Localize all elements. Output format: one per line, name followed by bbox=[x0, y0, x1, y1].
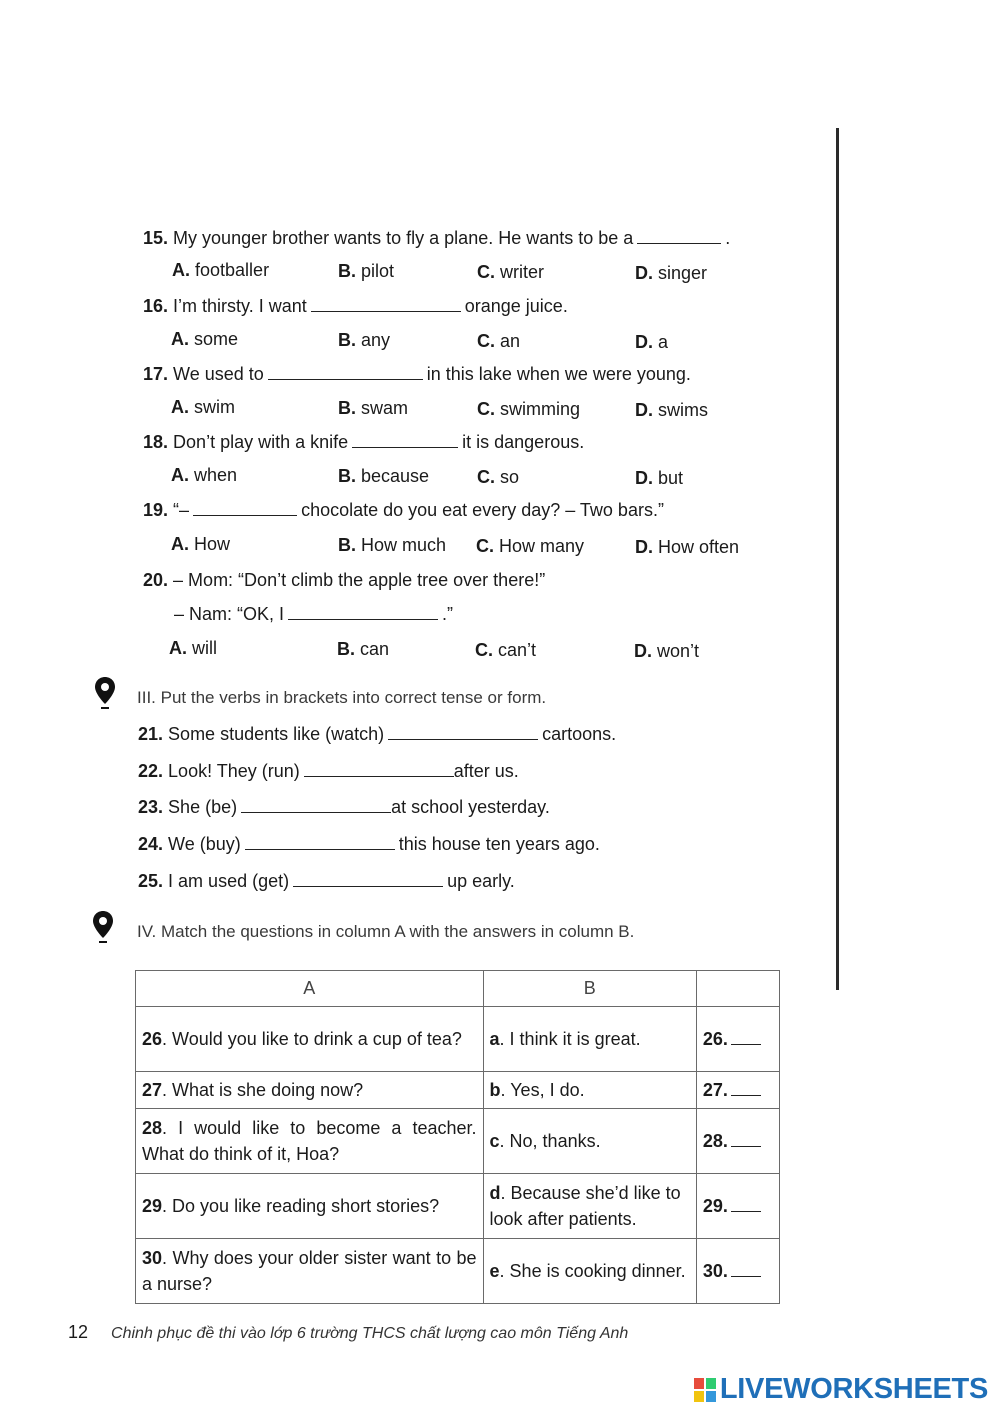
option-18-b[interactable]: B. because bbox=[338, 466, 430, 486]
answer-blank[interactable] bbox=[388, 725, 538, 740]
table-row bbox=[136, 1072, 780, 1109]
answer-blank[interactable] bbox=[352, 433, 458, 448]
table-row bbox=[136, 1239, 780, 1304]
margin-rule bbox=[836, 128, 839, 990]
option-15-b[interactable]: B. pilot bbox=[338, 261, 395, 281]
option-15-d[interactable]: D. singer bbox=[635, 263, 708, 283]
location-pin-icon bbox=[92, 910, 114, 946]
question-cell: 28. I would like to become a teacher. What do think of it, Hoa? bbox=[136, 1109, 484, 1174]
option-16-a[interactable]: A. some bbox=[171, 329, 239, 349]
answer-slot[interactable]: 27. bbox=[696, 1072, 779, 1109]
question-20-line2: – Nam: “OK, I .” bbox=[174, 604, 454, 624]
question-cell: 26. Would you like to drink a cup of tea? bbox=[136, 1007, 484, 1072]
option-17-c[interactable]: C. swimming bbox=[477, 399, 581, 419]
answer-blank[interactable] bbox=[241, 798, 391, 813]
option-16-c[interactable]: C. an bbox=[477, 331, 521, 351]
option-16-d[interactable]: D. a bbox=[635, 332, 669, 352]
answer-cell: c. No, thanks. bbox=[483, 1109, 696, 1174]
answer-blank[interactable] bbox=[245, 835, 395, 850]
answer-slot[interactable]: 26. bbox=[696, 1007, 779, 1072]
table-row bbox=[136, 1109, 780, 1174]
option-17-b[interactable]: B. swam bbox=[338, 398, 409, 418]
option-20-b[interactable]: B. can bbox=[337, 639, 390, 659]
question-19: 19. “– chocolate do you eat every day? – Two bars.” bbox=[143, 500, 664, 520]
question-cell: 30. Why does your older sister want to be a nurse? bbox=[136, 1239, 484, 1304]
question-21: 21. Some students like (watch) cartoons. bbox=[138, 724, 617, 744]
brand-name: LIVEWORKSHEETS bbox=[719, 1373, 988, 1405]
option-15-c[interactable]: C. writer bbox=[477, 262, 545, 282]
option-19-d[interactable]: D. How often bbox=[635, 537, 740, 557]
liveworksheets-logo-icon bbox=[694, 1378, 716, 1402]
matching-table bbox=[135, 970, 780, 1304]
book-title: Chinh phục đề thi vào lớp 6 trường THCS chất lượng cao môn Tiếng Anh bbox=[111, 1325, 629, 1342]
answer-cell: a. I think it is great. bbox=[483, 1007, 696, 1072]
question-17: 17. We used to in this lake when we were young. bbox=[143, 364, 691, 384]
option-19-c[interactable]: C. How many bbox=[476, 536, 585, 556]
answer-slot[interactable]: 29. bbox=[696, 1174, 779, 1239]
column-b-header: B bbox=[483, 971, 696, 1007]
question-20: 20. – Mom: “Don’t climb the apple tree over there!” bbox=[143, 570, 546, 590]
option-20-a[interactable]: A. will bbox=[169, 638, 218, 658]
option-15-a[interactable]: A. footballer bbox=[172, 260, 270, 280]
brand-logo[interactable] bbox=[694, 1373, 988, 1406]
page-number: 12 bbox=[68, 1322, 89, 1342]
question-25: 25. I am used (get) up early. bbox=[138, 871, 515, 891]
question-23: 23. She (be) at school yesterday. bbox=[138, 797, 550, 817]
answer-blank[interactable] bbox=[293, 872, 443, 887]
answer-blank[interactable] bbox=[304, 762, 454, 777]
option-16-b[interactable]: B. any bbox=[338, 330, 391, 350]
option-19-b[interactable]: B. How much bbox=[338, 535, 447, 555]
answer-blank[interactable] bbox=[637, 229, 721, 244]
option-20-d[interactable]: D. won’t bbox=[634, 641, 700, 661]
answer-cell: e. She is cooking dinner. bbox=[483, 1239, 696, 1304]
answer-cell: d. Because she’d like to look after patients. bbox=[483, 1174, 696, 1239]
answer-blank[interactable] bbox=[193, 501, 297, 516]
page-footer bbox=[68, 1322, 628, 1343]
option-19-a[interactable]: A. How bbox=[171, 534, 231, 554]
table-header-row bbox=[136, 971, 780, 1007]
answer-blank[interactable] bbox=[288, 605, 438, 620]
option-18-d[interactable]: D. but bbox=[635, 468, 684, 488]
column-a-header: A bbox=[136, 971, 484, 1007]
answer-column-header bbox=[696, 971, 779, 1007]
option-17-d[interactable]: D. swims bbox=[635, 400, 709, 420]
question-24: 24. We (buy) this house ten years ago. bbox=[138, 834, 600, 854]
answer-blank[interactable] bbox=[311, 297, 461, 312]
answer-blank[interactable] bbox=[268, 365, 423, 380]
question-15: 15. My younger brother wants to fly a plane. He wants to be a . bbox=[143, 228, 731, 248]
table-row bbox=[136, 1174, 780, 1239]
section-4-title: IV. Match the questions in column A with the answers in column B. bbox=[137, 922, 635, 941]
question-cell: 27. What is she doing now? bbox=[136, 1072, 484, 1109]
question-16: 16. I’m thirsty. I want orange juice. bbox=[143, 296, 568, 316]
option-17-a[interactable]: A. swim bbox=[171, 397, 236, 417]
table-row bbox=[136, 1007, 780, 1072]
answer-slot[interactable]: 28. bbox=[696, 1109, 779, 1174]
option-18-c[interactable]: C. so bbox=[477, 467, 520, 487]
question-18: 18. Don’t play with a knife it is dangerous. bbox=[143, 432, 585, 452]
option-18-a[interactable]: A. when bbox=[171, 465, 238, 485]
option-20-c[interactable]: C. can’t bbox=[475, 640, 537, 660]
answer-slot[interactable]: 30. bbox=[696, 1239, 779, 1304]
question-22: 22. Look! They (run) after us. bbox=[138, 761, 519, 781]
section-3-title: III. Put the verbs in brackets into correct tense or form. bbox=[137, 688, 547, 707]
question-cell: 29. Do you like reading short stories? bbox=[136, 1174, 484, 1239]
answer-cell: b. Yes, I do. bbox=[483, 1072, 696, 1109]
location-pin-icon bbox=[94, 676, 116, 712]
